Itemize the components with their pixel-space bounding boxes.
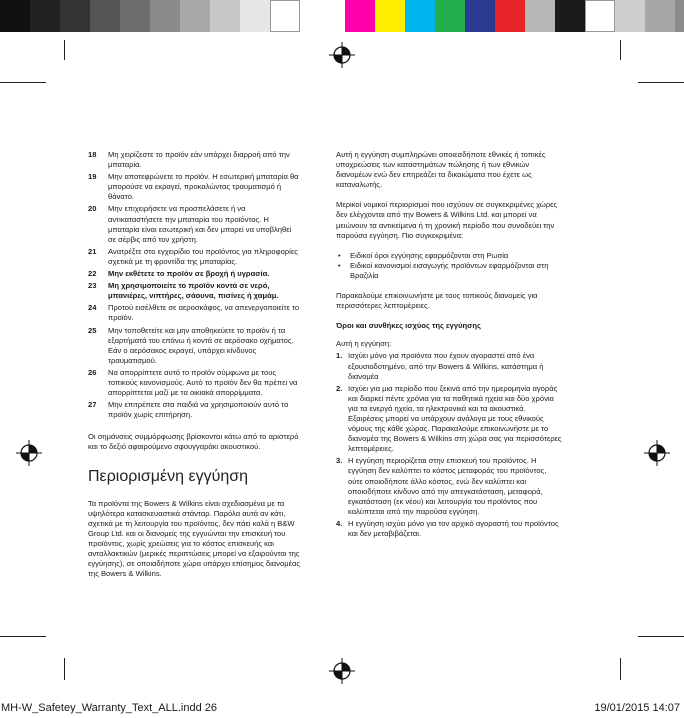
color-swatch [525, 0, 555, 32]
bullet-icon: • [338, 260, 341, 270]
safety-list [88, 150, 300, 420]
crop-mark [0, 636, 46, 637]
color-swatch [435, 0, 465, 32]
term-number: 3. [336, 456, 343, 466]
list-item [88, 281, 300, 301]
bullet-text: Ειδικοί κανονισμοί εισαγωγής προϊόντων εφαρμόζονται στη Βραζιλία [350, 260, 549, 280]
list-item [88, 400, 300, 420]
color-swatch [585, 0, 615, 32]
item-text: Μην τοποθετείτε και μην αποθηκεύετε το προϊόν ή τα εξαρτήματά του επάνω ή κοντά σε αερόσακο οχήματος. Εάν ο αερόσακος εκραγεί, υπάρχει κίνδυνος τραυματισμού. [108, 325, 294, 365]
color-swatch [0, 0, 30, 32]
item-number: 18 [88, 150, 97, 159]
item-number: 25 [88, 325, 97, 335]
registration-mark-icon [329, 658, 355, 684]
warranty-paragraph: Αυτή η εγγύηση συμπληρώνει οποιεσδήποτε εθνικές ή τοπικές υποχρεώσεις των καταστημάτων πώλησης ή των εθνικών διανομέων ενώ δεν επηρεάζει τα δικαιώματα που έχετε ως καταναλωτής. [336, 150, 546, 190]
item-number: 20 [88, 204, 97, 214]
item-number: 26 [88, 367, 97, 377]
crop-mark [638, 82, 684, 83]
crop-mark [638, 636, 684, 637]
contact-distributor-paragraph: Παρακαλούμε επικοινωνήστε με τους τοπικούς διανομείς για περισσότερες λεπτομέρειες. [336, 291, 538, 311]
crop-mark [620, 658, 621, 680]
list-item [336, 351, 562, 381]
crop-mark [64, 40, 65, 60]
legal-restrictions-paragraph: Μερικοί νομικοί περιορισμοί που ισχύουν σε συγκεκριμένες χώρες δεν ελέγχονται από την Bowers & Wilkins Ltd. και μπορεί να μειώνουν τα αντικείμενα ή τη χρονική περίοδο που συνοδεύει την παρούσα εγγύηση. Πιο συγκεκριμένα: [336, 200, 558, 240]
list-item [88, 204, 300, 244]
term-number: 4. [336, 518, 343, 528]
terms-heading: Όροι και συνθήκες ισχύος της εγγύησης [336, 321, 481, 331]
registration-mark-icon [329, 42, 355, 68]
crop-mark [64, 658, 65, 680]
left-column [88, 150, 300, 589]
color-swatch [345, 0, 375, 32]
bullet-text: Ειδικοί όροι εγγύησης εφαρμόζονται στη Ρωσία [350, 250, 509, 260]
term-text: Η εγγύηση περιορίζεται στην επισκευή του προϊόντος. Η εγγύηση δεν καλύπτει το κόστος μεταφοράς του προϊόντος, ούτε οποιοδήποτε άλλο κόστος, ενώ δεν καλύπτει και οποιοδήποτε κίνδυνο από την απεγκατάσταση, μεταφορά, εγκατάσταση (εκ νέου) και λειτουργία του προϊόντος που καλύπτεται από την παρούσα εγγύηση. [348, 456, 547, 516]
item-text: Να απορρίπτετε αυτό το προϊόν σύμφωνα με τους τοπικούς κανονισμούς. Αυτό το προϊόν δεν θα πρέπει να απορρίπτεται μαζί με τα οικιακά απορρίμματα. [108, 367, 298, 398]
item-text: Μη χειρίζεστε το προϊόν εάν υπάρχει διαρροή από την μπαταρία. [108, 150, 290, 170]
list-item [336, 384, 562, 455]
terms-list [336, 351, 562, 539]
item-number: 21 [88, 246, 97, 256]
item-number: 24 [88, 303, 97, 313]
crop-mark [0, 82, 46, 83]
list-item [336, 456, 562, 517]
term-text: Η εγγύηση ισχύει μόνο για τον αρχικό αγοραστή του προϊόντος και δεν μεταβιβάζεται. [348, 518, 559, 538]
color-swatch [90, 0, 120, 32]
list-item [336, 261, 562, 281]
item-text: Μην επιτρέπετε στα παιδιά να χρησιμοποιούν αυτό το προϊόν χωρίς επιτήρηση. [108, 400, 289, 420]
color-swatch [645, 0, 675, 32]
color-swatch [270, 0, 300, 32]
country-exceptions-list [336, 251, 562, 281]
page-title: Περιορισμένη εγγύηση [88, 467, 249, 485]
bullet-icon: • [338, 250, 341, 260]
registration-mark-icon [16, 440, 42, 466]
list-item [88, 303, 300, 323]
print-slug [0, 700, 684, 718]
color-swatch [240, 0, 270, 32]
color-swatch [60, 0, 90, 32]
list-item [88, 326, 300, 366]
term-number: 2. [336, 383, 343, 393]
color-swatch [465, 0, 495, 32]
term-number: 1. [336, 351, 343, 361]
warranty-intro: Τα προϊόντα της Bowers & Wilkins είναι σχεδιασμένα με τα υψηλότερα κατασκευαστικά στάνταρ. Παρόλα αυτά αν κάτι, σχετικά με τη λειτουργία του προϊόντος, δεν πάει καλά η B&W Group Ltd. και οι διανομείς της εγγυώνται την επισκευή του προϊόντος, χωρίς χρεώσεις για το κόστος επισκευής και ανταλλακτικών (μερικές περιπτώσεις μπορεί να εξαιρούνται της εγγύησης), σε οποιαδήποτε χώρα υπάρχει επίσημος διανομέας της Bowers & Wilkins. [88, 498, 301, 579]
term-text: Ισχύει για μια περίοδο που ξεκινά από την ημερομηνία αγοράς και διαρκεί πέντε χρόνια για τα παθητικά ηχεία και δύο χρόνια για τα ενεργά ηχεία, τα ηλεκτρονικά και τα ακουστικά. Εξαιρέσεις μπορεί να υπάρχουν ανάλογα με τους εθνικούς νόμους της κάθε χώρας. Παρακαλούμε επικοινωνήστε με το διανομέα της Bowers & Wilkins στη χώρα σας για περισσότερες λεπτομέρειες. [348, 383, 562, 454]
list-item [88, 269, 300, 279]
list-item [88, 172, 300, 202]
color-swatch [30, 0, 60, 32]
gray-color-bar [0, 0, 300, 32]
terms-intro: Αυτή η εγγύηση: [336, 339, 392, 349]
item-text: Μην αποτεφρώνετε το προϊόν. Η εσωτερική μπαταρία θα μπορούσε να εκραγεί, προκαλώντας τραυματισμό ή θάνατο. [108, 172, 299, 202]
item-text: Μη χρησιμοποιείτε το προϊόν κοντά σε νερό, μπανιέρες, νιπτήρες, σάουνα, πισίνες ή χαμάμ. [108, 281, 279, 301]
item-number: 27 [88, 400, 97, 410]
color-swatch [375, 0, 405, 32]
list-item [88, 247, 300, 267]
color-swatch [180, 0, 210, 32]
color-swatch [150, 0, 180, 32]
list-item [88, 368, 300, 398]
compliance-note: Οι σημάνσεις συμμόρφωσης βρίσκονται κάτω από το αριστερό και το δεξιό αφαιρούμενο σφουγγαράκι ακουστικού. [88, 432, 299, 452]
color-swatch [615, 0, 645, 32]
term-text: Ισχύει μόνο για προϊόντα που έχουν αγοραστεί από ένα εξουσιοδοτημένο, από την Bowers & Wilkins, κατάστημα ή διανομέα [348, 351, 544, 381]
color-swatch [675, 0, 684, 32]
item-number: 19 [88, 172, 97, 182]
color-swatch [495, 0, 525, 32]
item-text: Μην επιχειρήσετε να προσπελάσετε ή να αντικαταστήσετε την μπαταρία του προϊόντος. Η μπαταρία είναι εσωτερική και δεν μπορεί να υποβληθεί σε σέρβις από τον χρήστη. [108, 204, 292, 244]
list-item [88, 150, 300, 170]
item-number: 23 [88, 281, 97, 291]
list-item [336, 251, 562, 261]
item-text: Ανατρέξτε στο εγχειρίδιο του προϊόντος για πληροφορίες σχετικά με τη φροντίδα της μπαταρίας. [108, 246, 298, 266]
list-item [336, 519, 562, 539]
item-text: Προτού εισέλθετε σε αεροσκάφος, να απενεργοποιείτε το προϊόν. [108, 303, 300, 323]
file-name: MH-W_Safetey_Warranty_Text_ALL.indd 26 [1, 702, 218, 714]
registration-mark-icon [644, 440, 670, 466]
color-swatch [210, 0, 240, 32]
crop-mark [620, 40, 621, 60]
item-text: Μην εκθέτετε το προϊόν σε βροχή ή υγρασία. [108, 269, 270, 279]
color-swatch [120, 0, 150, 32]
print-date: 19/01/2015 14:07 [594, 702, 680, 714]
item-number: 22 [88, 269, 97, 279]
color-swatch [555, 0, 585, 32]
right-column [336, 150, 562, 541]
color-swatch [405, 0, 435, 32]
process-color-bar [345, 0, 684, 32]
